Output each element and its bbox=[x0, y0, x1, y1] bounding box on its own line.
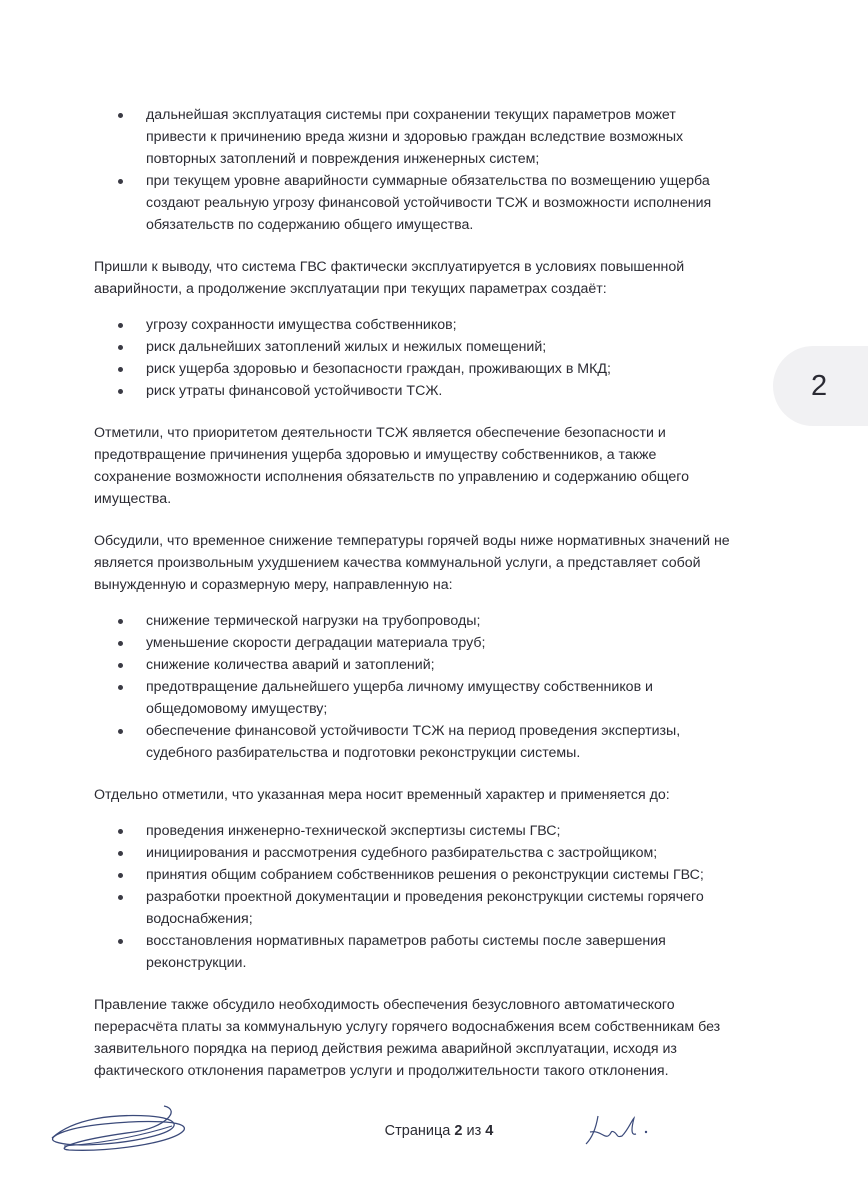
list-item: восстановления нормативных параметров работы системы после завершения реконструкции. bbox=[94, 930, 734, 974]
list-item: риск ущерба здоровью и безопасности граждан, проживающих в МКД; bbox=[94, 358, 734, 380]
paragraph-conclusion: Пришли к выводу, что система ГВС фактически эксплуатируется в условиях повышенной аварийности, а продолжение эксплуатации при текущих параметрах создаёт: bbox=[94, 259, 685, 297]
list-item: принятия общим собранием собственников решения о реконструкции системы ГВС; bbox=[94, 864, 734, 886]
list-item: снижение термической нагрузки на трубопроводы; bbox=[94, 610, 734, 632]
list-item: уменьшение скорости деградации материала труб; bbox=[94, 632, 734, 654]
paragraph-priority: Отметили, что приоритетом деятельности ТСЖ является обеспечение безопасности и предотвращение причинения ущерба здоровью и имуществу собственников, а также сохранение возможности исполнения обязательств по управлению и содержанию общего имущества. bbox=[94, 425, 690, 507]
list-item: при текущем уровне аварийности суммарные обязательства по возмещению ущерба создают реальную угрозу финансовой устойчивости ТСЖ и возможности исполнения обязательств по содержанию общего имущества. bbox=[94, 170, 734, 236]
footer-current-page: 2 bbox=[454, 1123, 463, 1139]
list-item: инициирования и рассмотрения судебного разбирательства с застройщиком; bbox=[94, 842, 734, 864]
paragraph-temperature: Обсудили, что временное снижение температуры горячей воды ниже нормативных значений не является произвольным ухудшением качества коммунальной услуги, а представляет собой вынужденную и соразмерную меру, направленную на: bbox=[94, 533, 730, 593]
list-item: обеспечение финансовой устойчивости ТСЖ на период проведения экспертизы, судебного разбирательства и подготовки реконструкции системы. bbox=[94, 720, 734, 764]
list-item: проведения инженерно-технической экспертизы системы ГВС; bbox=[94, 820, 734, 842]
list-item: угрозу сохранности имущества собственников; bbox=[94, 314, 734, 336]
footer-middle: из bbox=[466, 1123, 482, 1139]
document-body bbox=[94, 104, 734, 1082]
list-item: снижение количества аварий и затоплений; bbox=[94, 654, 734, 676]
bullet-list-threats bbox=[94, 314, 734, 402]
footer-prefix: Страница bbox=[384, 1123, 451, 1139]
list-item: риск утраты финансовой устойчивости ТСЖ. bbox=[94, 380, 734, 402]
list-item: дальнейшая эксплуатация системы при сохранении текущих параметров может привести к причинению вреда жизни и здоровью граждан вследствие возможных повторных затоплений и повреждения инженерных систем; bbox=[94, 104, 734, 170]
list-item: предотвращение дальнейшего ущерба личному имуществу собственников и общедомовому имуществу; bbox=[94, 676, 734, 720]
bullet-list-conditions bbox=[94, 820, 734, 974]
list-item: разработки проектной документации и проведения реконструкции системы горячего водоснабжения; bbox=[94, 886, 734, 930]
list-item: риск дальнейших затоплений жилых и нежилых помещений; bbox=[94, 336, 734, 358]
paragraph-temporary: Отдельно отметили, что указанная мера носит временный характер и применяется до: bbox=[94, 787, 670, 803]
signature-right bbox=[580, 1110, 660, 1150]
footer-total-pages: 4 bbox=[485, 1123, 494, 1139]
page-footer bbox=[0, 1123, 868, 1139]
page-number-badge: 2 bbox=[773, 346, 868, 426]
paragraph-recalculation: Правление также обсудило необходимость обеспечения безусловного автоматического перерасчёта платы за коммунальную услугу горячего водоснабжения всем собственникам без заявительного порядка на период действия режима аварийной эксплуатации, исходя из фактического отклонения параметров услуги и продолжительности такого отклонения. bbox=[94, 997, 721, 1079]
bullet-list-risks bbox=[94, 104, 734, 236]
bullet-list-measures bbox=[94, 610, 734, 764]
